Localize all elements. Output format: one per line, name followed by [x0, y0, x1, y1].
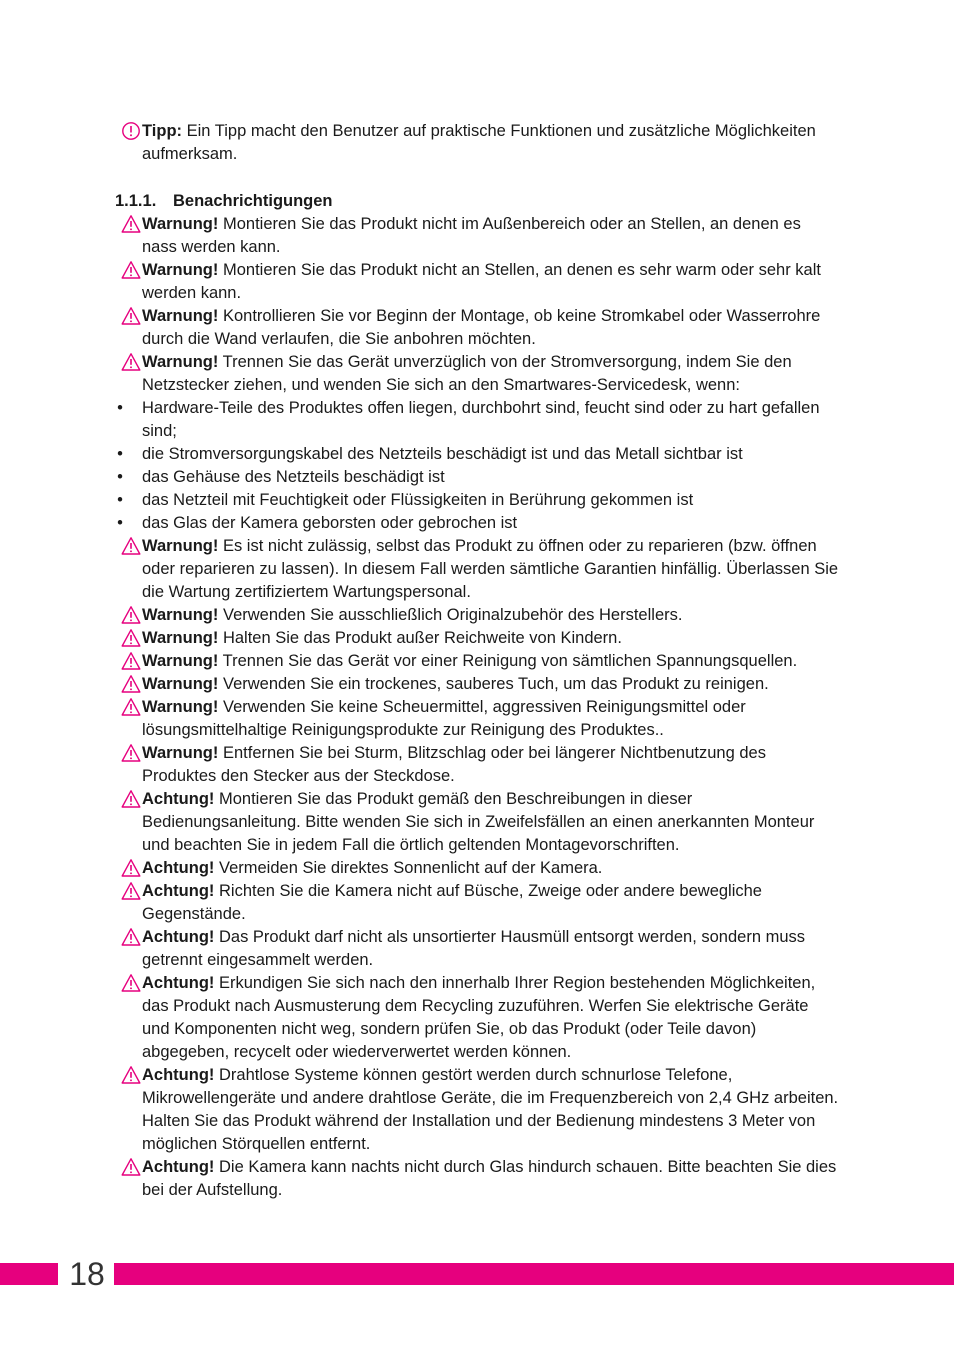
warning-text: Richten Sie die Kamera nicht auf Büsche, Zweige oder andere bewegliche Gegenstände. [142, 882, 762, 923]
warning-triangle-icon [121, 628, 141, 648]
warning-triangle-icon [121, 260, 141, 280]
bullet-text: das Netzteil mit Feuchtigkeit oder Flüssigkeiten in Berührung gekommen ist [142, 491, 694, 509]
bullet-marker: • [117, 468, 123, 486]
warning-text: Drahtlose Systeme können gestört werden durch schnurlose Telefone, Mikrowellengeräte und andere drahtlose Geräte, die im Frequenzbereich von 2,4 GHz arbeiten. Halten Sie das Produkt während der Installation und der Bedienung mindestens 3 Meter von möglichen Störquellen entfernt. [142, 1066, 839, 1153]
warning-item [115, 880, 840, 926]
warning-label: Achtung! [142, 882, 215, 900]
warning-label: Warnung! [142, 606, 219, 624]
warning-label: Warnung! [142, 307, 219, 325]
warning-text: Vermeiden Sie direktes Sonnenlicht auf der Kamera. [219, 859, 603, 877]
notice-list [115, 213, 840, 1202]
warning-item [115, 926, 840, 972]
section-heading [115, 190, 840, 213]
warning-item [115, 696, 840, 742]
warning-triangle-icon [121, 789, 141, 809]
warning-triangle-icon [121, 697, 141, 717]
bullet-marker: • [117, 399, 123, 417]
warning-item [115, 535, 840, 604]
warning-item [115, 1064, 840, 1156]
bullet-text: das Glas der Kamera geborsten oder gebrochen ist [142, 514, 518, 532]
warning-label: Warnung! [142, 353, 219, 371]
warning-label: Achtung! [142, 974, 215, 992]
bullet-marker: • [117, 491, 123, 509]
bullet-item [115, 397, 840, 443]
warning-item [115, 259, 840, 305]
warning-triangle-icon [121, 674, 141, 694]
warning-text: Entfernen Sie bei Sturm, Blitzschlag oder bei längerer Nichtbenutzung des Produktes den Stecker aus der Steckdose. [142, 744, 766, 785]
document-body [115, 120, 840, 1202]
warning-triangle-icon [121, 605, 141, 625]
warning-triangle-icon [121, 214, 141, 234]
warning-item [115, 673, 840, 696]
bullet-item [115, 489, 840, 512]
warning-label: Achtung! [142, 1158, 215, 1176]
warning-text: Kontrollieren Sie vor Beginn der Montage, ob keine Stromkabel oder Wasserrohre durch die Wand verlaufen, die Sie anbohren möchten. [142, 307, 821, 348]
warning-text: Verwenden Sie keine Scheuermittel, aggressiven Reinigungsmittel oder lösungsmittelhaltige Reinigungsprodukte zur Reinigung des Produktes.. [142, 698, 746, 739]
tip-text: Ein Tipp macht den Benutzer auf praktische Funktionen und zusätzliche Möglichkeiten aufmerksam. [142, 122, 816, 163]
warning-triangle-icon [121, 651, 141, 671]
warning-triangle-icon [121, 306, 141, 326]
warning-label: Warnung! [142, 744, 219, 762]
warning-triangle-icon [121, 743, 141, 763]
warning-triangle-icon [121, 973, 141, 993]
warning-text: Halten Sie das Produkt außer Reichweite von Kindern. [222, 629, 622, 647]
warning-label: Warnung! [142, 652, 219, 670]
bullet-marker: • [117, 514, 123, 532]
warning-item [115, 972, 840, 1064]
warning-text: Trennen Sie das Gerät unverzüglich von der Stromversorgung, indem Sie den Netzstecker ziehen, und wenden Sie sich an den Smartwares-Servicedesk, wenn: [142, 353, 792, 394]
warning-triangle-icon [121, 927, 141, 947]
warning-label: Achtung! [142, 859, 215, 877]
warning-text: Die Kamera kann nachts nicht durch Glas hindurch schauen. Bitte beachten Sie dies bei der Aufstellung. [142, 1158, 837, 1199]
warning-triangle-icon [121, 536, 141, 556]
warning-item [115, 1156, 840, 1202]
warning-text: Das Produkt darf nicht als unsortierter Hausmüll entsorgt werden, sondern muss getrennt eingesammelt werden. [142, 928, 806, 969]
warning-item [115, 788, 840, 857]
bullet-text: die Stromversorgungskabel des Netzteils beschädigt ist und das Metall sichtbar ist [142, 445, 743, 463]
warning-label: Warnung! [142, 629, 219, 647]
warning-triangle-icon [121, 1157, 141, 1177]
warning-label: Warnung! [142, 698, 219, 716]
bullet-text: Hardware-Teile des Produktes offen liegen, durchbohrt sind, feucht sind oder zu hart gefallen sind; [142, 399, 820, 440]
page-number-bracket-left [52, 1263, 58, 1285]
bullet-text: das Gehäuse des Netzteils beschädigt ist [142, 468, 445, 486]
warning-item [115, 742, 840, 788]
bullet-marker: • [117, 445, 123, 463]
bullet-item [115, 512, 840, 535]
bullet-item [115, 466, 840, 489]
warning-label: Warnung! [142, 215, 219, 233]
section-title: Benachrichtigungen [173, 192, 333, 210]
warning-label: Achtung! [142, 1066, 215, 1084]
warning-text: Verwenden Sie ein trockenes, sauberes Tuch, um das Produkt zu reinigen. [222, 675, 769, 693]
info-circle-icon [121, 121, 141, 141]
warning-item [115, 351, 840, 397]
footer-bar [0, 1263, 954, 1285]
warning-item [115, 305, 840, 351]
warning-label: Warnung! [142, 537, 219, 555]
warning-label: Achtung! [142, 790, 215, 808]
warning-text: Montieren Sie das Produkt nicht im Außenbereich oder an Stellen, an denen es nass werden kann. [142, 215, 801, 256]
warning-text: Trennen Sie das Gerät vor einer Reinigung von sämtlichen Spannungsquellen. [222, 652, 798, 670]
warning-item [115, 213, 840, 259]
warning-text: Verwenden Sie ausschließlich Originalzubehör des Herstellers. [222, 606, 683, 624]
warning-text: Es ist nicht zulässig, selbst das Produkt zu öffnen oder zu reparieren (bzw. öffnen oder reparieren zu lassen). In diesem Fall werden sämtliche Garantien hinfällig. Überlassen Sie die Wartung zertifiziertem Wartungspersonal. [142, 537, 839, 601]
warning-text: Erkundigen Sie sich nach den innerhalb Ihrer Region bestehenden Möglichkeiten, das Produkt nach Ausmusterung dem Recycling zuzuführen. Werfen Sie elektrische Geräte und Komponenten nicht weg, sondern prüfen Sie, ob das Produkt (oder Teile davon) abgegeben, recycelt oder wiederverwertet werden können. [142, 974, 816, 1061]
warning-text: Montieren Sie das Produkt gemäß den Beschreibungen in dieser Bedienungsanleitung. Bitte wenden Sie sich in Zweifelsfällen an einen anerkannten Monteur und beachten Sie in jedem Fall die örtlich geltenden Montagevorschriften. [142, 790, 815, 854]
warning-triangle-icon [121, 881, 141, 901]
warning-item [115, 627, 840, 650]
warning-item [115, 604, 840, 627]
warning-item [115, 650, 840, 673]
warning-triangle-icon [121, 352, 141, 372]
page-number-bracket-right [114, 1263, 120, 1285]
tip-note [115, 120, 840, 166]
warning-label: Achtung! [142, 928, 215, 946]
page-number: 18 [69, 1256, 105, 1292]
warning-label: Warnung! [142, 261, 219, 279]
tip-label: Tipp: [142, 122, 183, 140]
warning-label: Warnung! [142, 675, 219, 693]
warning-text: Montieren Sie das Produkt nicht an Stellen, an denen es sehr warm oder sehr kalt werden kann. [142, 261, 821, 302]
warning-item [115, 857, 840, 880]
warning-triangle-icon [121, 858, 141, 878]
section-number: 1.1.1. [115, 192, 157, 210]
warning-triangle-icon [121, 1065, 141, 1085]
bullet-item [115, 443, 840, 466]
